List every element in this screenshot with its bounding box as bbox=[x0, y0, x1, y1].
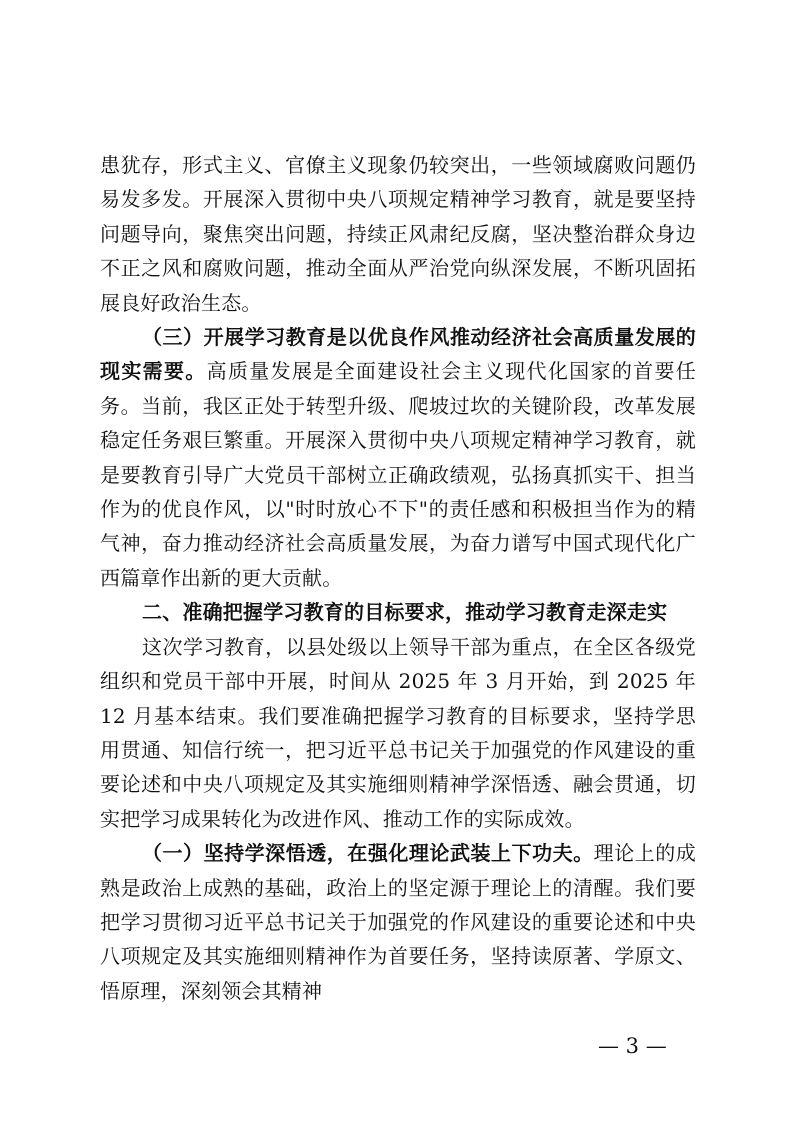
paragraph-1 bbox=[100, 148, 696, 320]
section-heading-2: 二、准确把握学习教育的目标要求，推动学习教育走深走实 bbox=[142, 600, 668, 625]
paragraph-4-text: 理论上的成熟是政治上成熟的基础，政治上的坚定源于理论上的清醒。我们要把学习贯彻习近平总书记关于加强党的作风建设的重要论述和中央八项规定及其实施细则精神作为首要任务，坚持读原著、学原文、悟原理，深刻领会其精神 bbox=[100, 841, 696, 1003]
paragraph-2 bbox=[100, 320, 696, 595]
paragraph-2-text: 高质量发展是全面建设社会主义现代化国家的首要任务。当前，我区正处于转型升级、爬坡过坎的关键阶段，改革发展稳定任务艰巨繁重。开展深入贯彻中央八项规定精神学习教育，就是要教育引导广大党员干部树立正确政绩观，弘扬真抓实干、担当作为的优良作风，以"时时放心不下"的责任感和积极担当作为的精气神，奋力推动经济社会高质量发展，为奋力谱写中国式现代化广西篇章作出新的更大贡献。 bbox=[100, 359, 697, 590]
paragraph-4 bbox=[100, 836, 696, 1008]
paragraph-2-lead: （三）开展学习教育是以优良作风推动经济社会高质量发展的现实需要。 bbox=[100, 325, 696, 384]
document-body bbox=[100, 148, 696, 1008]
page-number: — 3 — bbox=[598, 1034, 667, 1058]
paragraph-4-lead: （一）坚持学深悟透，在强化理论武装上下功夫。 bbox=[142, 841, 594, 866]
paragraph-3 bbox=[100, 630, 696, 836]
paragraph-1-text: 患犹存，形式主义、官僚主义现象仍较突出，一些领域腐败问题仍易发多发。开展深入贯彻中央八项规定精神学习教育，就是要坚持问题导向，聚焦突出问题，持续正风肃纪反腐，坚决整治群众身边不正之风和腐败问题，推动全面从严治党向纵深发展，不断巩固拓展良好政治生态。 bbox=[100, 153, 696, 315]
paragraph-3-text: 这次学习教育，以县处级以上领导干部为重点，在全区各级党组织和党员干部中开展，时间从 2025 年 3 月开始，到 2025 年 12 月基本结束。我们要准确把握学习教育的目标要求，坚持学思用贯通、知信行统一，把习近平总书记关于加强党的作风建设的重要论述和中央八项规定及其实施细则精神学深悟透、融会贯通，切实把学习成果转化为改进作风、推动工作的实际成效。 bbox=[100, 634, 696, 831]
